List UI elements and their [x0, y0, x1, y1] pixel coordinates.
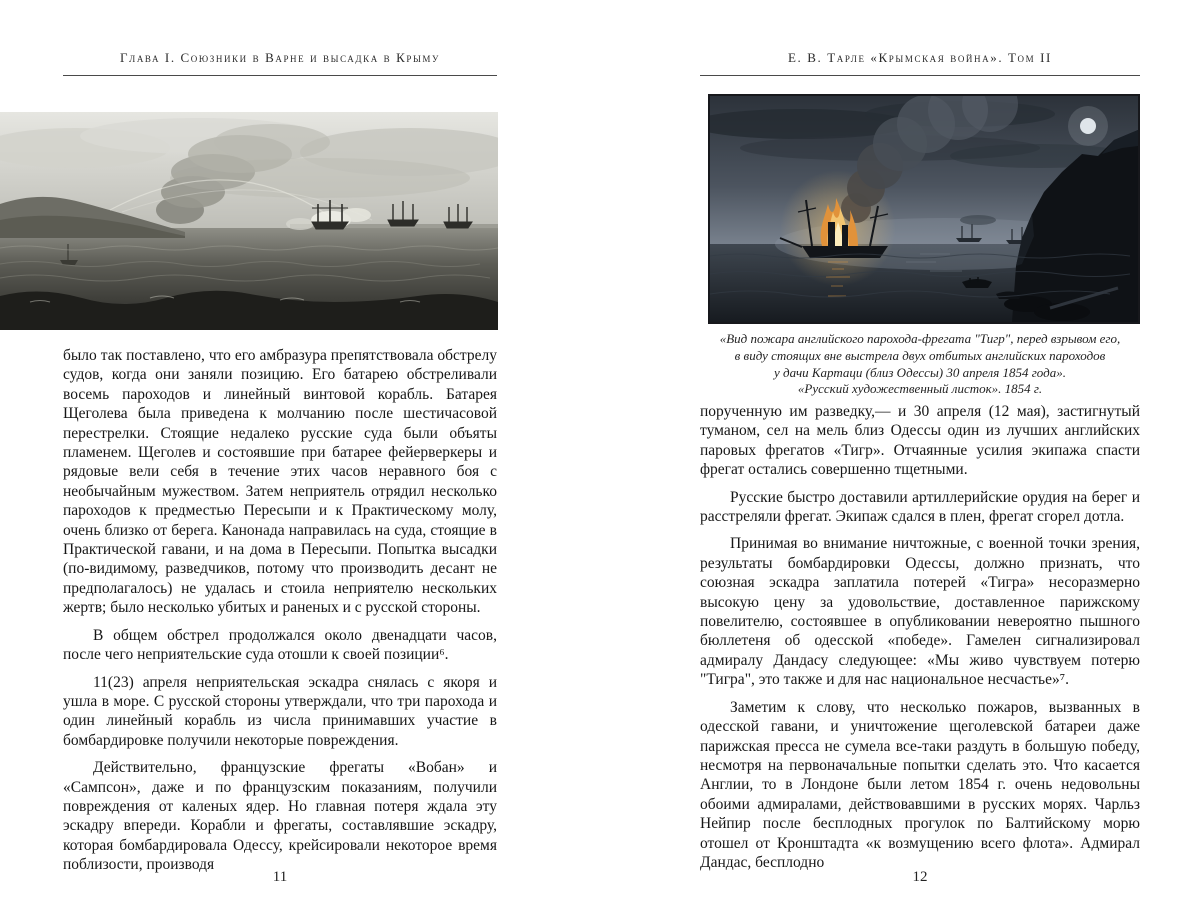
right-running-head — [700, 50, 1140, 76]
paragraph: порученную им разведку,— и 30 апреля (12 мая), застигнутый туманом, сел на мель близ Одессы один из лучших английских паровых фрегатов «Тигр». Отчаянные усилия экипажа спасти фрегат остались совершенно тщетными. — [700, 403, 1140, 479]
paragraph: В общем обстрел продолжался около двенадцати часов, после чего неприятельские суда отошли к своей позиции⁶. — [63, 626, 497, 664]
paragraph: 11(23) апреля неприятельская эскадра снялась с якоря и ушла в море. С русской стороны утверждали, что три парохода и один линейный корабль из числа принимавших участие в бомбардировке получили некоторые повреждения. — [63, 673, 497, 749]
right-illustration-caption — [700, 331, 1140, 398]
right-illustration — [708, 94, 1140, 324]
left-running-head-text: Глава I. Союзники в Варне и высадка в Крыму — [120, 50, 440, 65]
left-illustration — [0, 112, 498, 330]
paragraph: Русские быстро доставили артиллерийские орудия на берег и расстреляли фрегат. Экипаж сдался в плен, фрегат сгорел дотла. — [700, 488, 1140, 526]
odessa-bombardment-image — [0, 112, 498, 330]
left-page-number: 11 — [272, 869, 288, 885]
caption-line: «Вид пожара английского парохода-фрегата "Тигр", перед взрывом его, — [719, 331, 1121, 346]
right-body-text — [700, 402, 1140, 872]
paragraph: было так поставлено, что его амбразура препятствовала обстрелу судов, когда они заняли позицию. Его батарею обстреливали восемь пароходов и линейный винтовой корабль. Батарея Щеголева была приведена к молчанию после шестичасовой перестрелки. Стоящие недалеко русские суда были объяты пламенем. Щеголев и состоявшие при батарее фейерверкеры и рядовые вели себя в течение этих часов неравного боя с необычайным мужеством. Затем неприятель отрядил несколько пароходов к предместью Пересыпи и к Практическому молу, очень близко от берега. Канонада направилась на суда, стоящие в Практической гавани, и на дома в Пересыпи. Попытка высадки (по-видимому, разведчиков, потому что производить десант не предполагалось) не удалась и стоила неприятелю нескольких жертв; было несколько убитых и раненых и с русской стороны. — [63, 347, 497, 617]
paragraph: Действительно, французские фрегаты «Вобан» и «Сампсон», даже и по французским показаниям, получили повреждения от каленых ядер. Но главная потеря ждала эту эскадру впереди. Корабли и фрегаты, составлявшие эскадру, которая бомбардировала Одессу, крейсировали некоторое время поблизости, производя — [63, 759, 497, 874]
burning-frigate-tiger-image — [710, 96, 1138, 322]
left-body-text — [63, 346, 497, 875]
caption-line: у дачи Картаци (близ Одессы) 30 апреля 1854 года». — [774, 364, 1066, 380]
paragraph: Принимая во внимание ничтожные, с военной точки зрения, результаты бомбардировки Одессы, должно признать, что союзная эскадра заплатила потерей «Тигра» несоразмерно высокую цену за удовольствие, доставленное парижскому повелителю, состоявшее в опубликовании невероятно пышного бюллетеня об одесской «победе». Гамелен сигнализировал адмиралу Дандасу следующее: «Мы живо чувствуем потерю "Тигра", это также и для нас национальное несчастье»⁷. — [700, 535, 1140, 689]
right-page-number: 12 — [912, 869, 928, 885]
paragraph: Заметим к слову, что несколько пожаров, вызванных в одесской гавани, и уничтожение щеголевской батареи даже парижская пресса не сумела все-таки раздуть в большую победу, несмотря на первоначальные попытки сделать это. Что касается Англии, то в Лондоне были летом 1854 г. очень недовольны обоими адмиралами, действовавшими в русских морях. Чарльз Нейпир после бесплодных прогулок по Балтийскому морю отошел от Кронштадта «к возмущению всего флота». Адмирал Дандас, бесплодно — [700, 698, 1140, 871]
caption-line: в виду стоящих вне выстрела двух отбитых английских пароходов — [734, 347, 1106, 363]
right-running-head-text: Е. В. Тарле «Крымская война». Том II — [788, 50, 1052, 65]
left-running-head — [63, 50, 497, 76]
caption-line: «Русский художественный листок». 1854 г. — [797, 381, 1043, 397]
